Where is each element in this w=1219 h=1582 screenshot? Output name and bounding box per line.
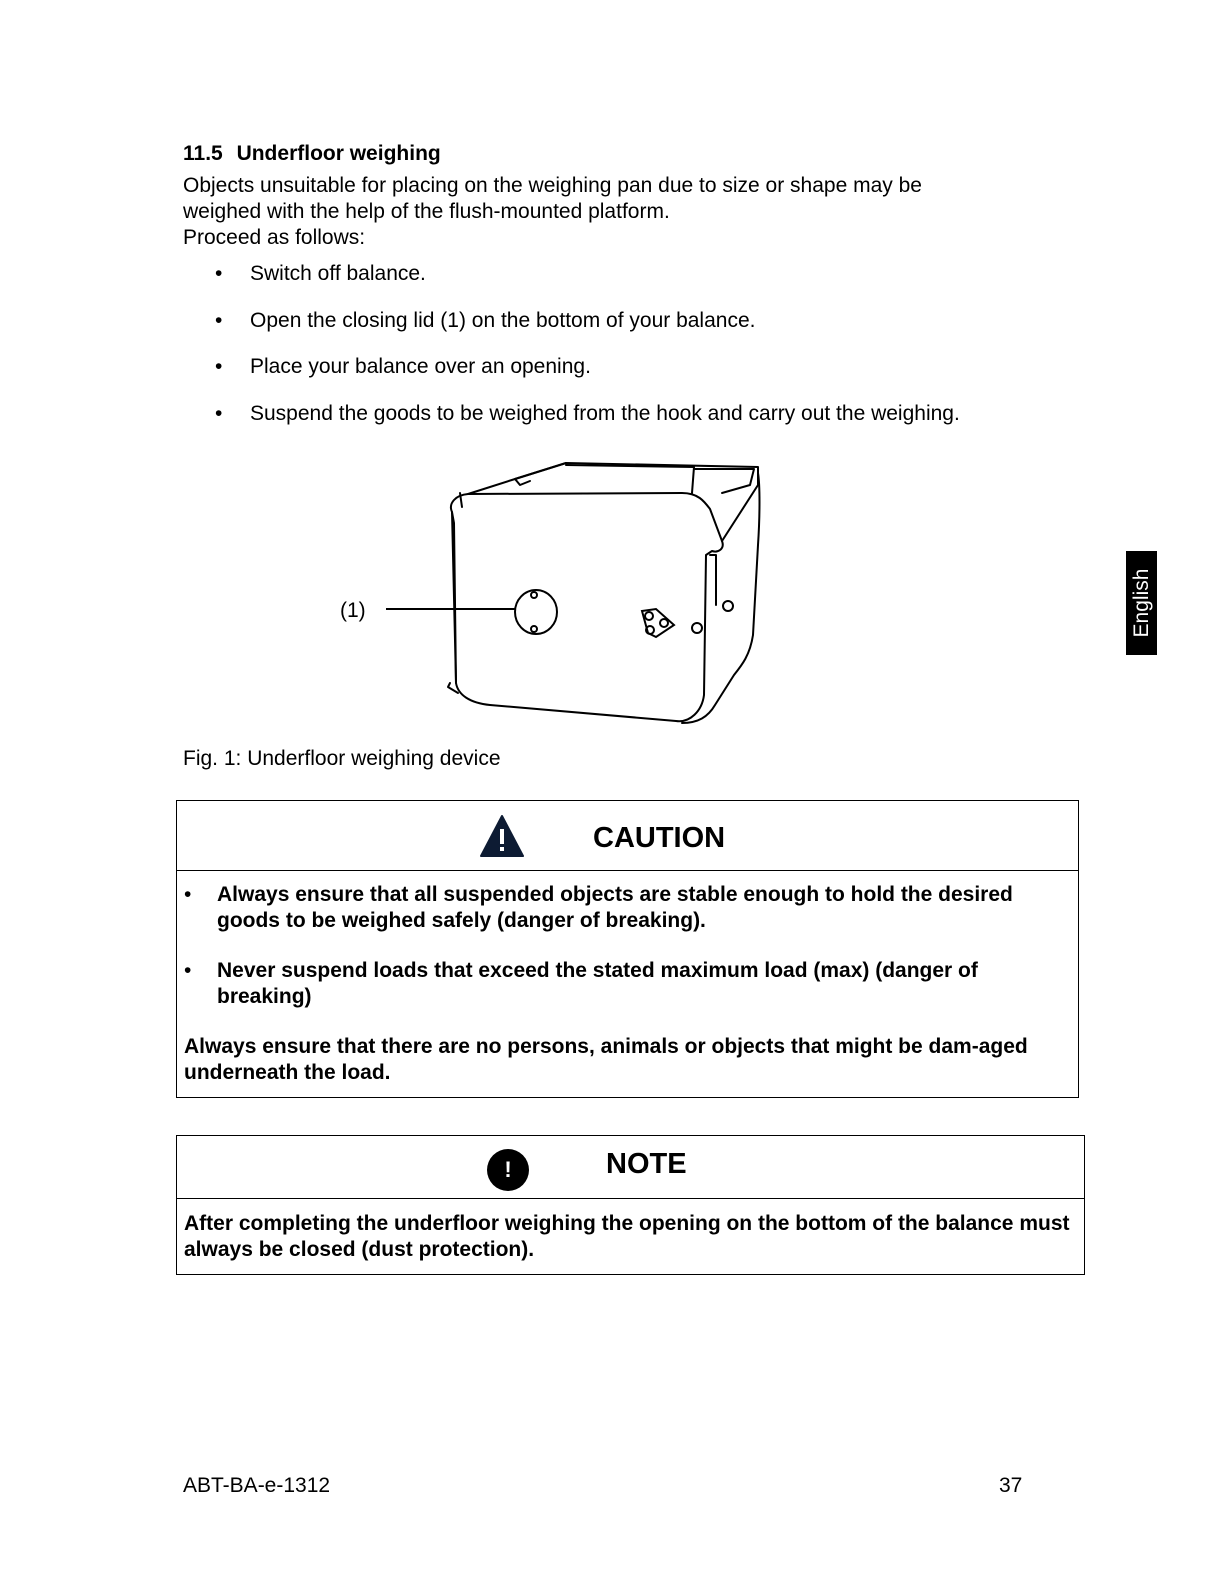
- caution-header: [177, 801, 1078, 871]
- intro-line: Proceed as follows:: [183, 226, 366, 249]
- caution-title: CAUTION: [593, 822, 726, 854]
- exclamation-circle-icon: !: [487, 1149, 529, 1191]
- note-header: [177, 1136, 1084, 1199]
- bullet: •: [215, 355, 223, 378]
- intro-line: Objects unsuitable for placing on the weighing pan due to size or shape may be: [183, 174, 922, 197]
- caution-box: [176, 800, 1079, 1098]
- footer-page-number: 37: [999, 1474, 1023, 1497]
- step-text: Open the closing lid (1) on the bottom of your balance.: [250, 308, 756, 332]
- hook-plate: [642, 601, 733, 637]
- balance-top-edge: [468, 463, 758, 541]
- section-heading: [183, 142, 441, 166]
- bullet: •: [184, 959, 192, 982]
- closing-lid: [515, 590, 557, 634]
- warning-triangle-icon: [479, 814, 525, 858]
- step-text: Suspend the goods to be weighed from the hook and carry out the weighing.: [250, 401, 960, 425]
- step-text: Switch off balance.: [250, 262, 426, 285]
- caution-item: [184, 882, 1069, 934]
- caution-footer-text: Always ensure that there are no persons, animals or objects that might be dam-aged underneath the load.: [184, 1035, 1028, 1084]
- step-text: Place your balance over an opening.: [250, 355, 591, 378]
- steps-list: [215, 259, 960, 445]
- bullet: •: [184, 883, 192, 906]
- callout-label: (1): [340, 599, 366, 622]
- balance-right-side: [682, 473, 760, 723]
- section-title: Underfloor weighing: [236, 142, 441, 165]
- caution-item: [184, 958, 1069, 1010]
- figure-caption: Fig. 1: Underfloor weighing device: [183, 747, 501, 770]
- language-tab-label: English: [1129, 568, 1153, 638]
- caution-item-text: Always ensure that all suspended objects are stable enough to hold the desired goods to be weighed safely (danger of breaking).: [217, 883, 1013, 932]
- step-item: [215, 352, 960, 399]
- caution-list: [184, 882, 1069, 1034]
- bullet: •: [215, 401, 223, 425]
- footer-doc-code: ABT-BA-e-1312: [183, 1474, 331, 1497]
- section-number: 11.5: [183, 142, 223, 165]
- step-item: [215, 306, 960, 353]
- bullet: •: [215, 262, 223, 285]
- note-text: After completing the underfloor weighing the opening on the bottom of the balance must always be closed (dust protection).: [184, 1212, 1070, 1261]
- intro-line: weighed with the help of the flush-mounted platform.: [183, 200, 670, 223]
- step-item: [215, 399, 960, 446]
- note-box: [176, 1135, 1085, 1275]
- bullet: •: [215, 308, 223, 332]
- balance-figure: [330, 455, 810, 735]
- note-title: NOTE: [606, 1148, 687, 1180]
- language-tab: [1126, 551, 1157, 655]
- balance-bottom-face: [451, 493, 723, 721]
- balance-bottom-illustration: [330, 455, 810, 735]
- step-item: [215, 259, 960, 306]
- caution-item-text: Never suspend loads that exceed the stated maximum load (max) (danger of breaking): [217, 959, 978, 1008]
- intro-paragraph: [183, 173, 1043, 251]
